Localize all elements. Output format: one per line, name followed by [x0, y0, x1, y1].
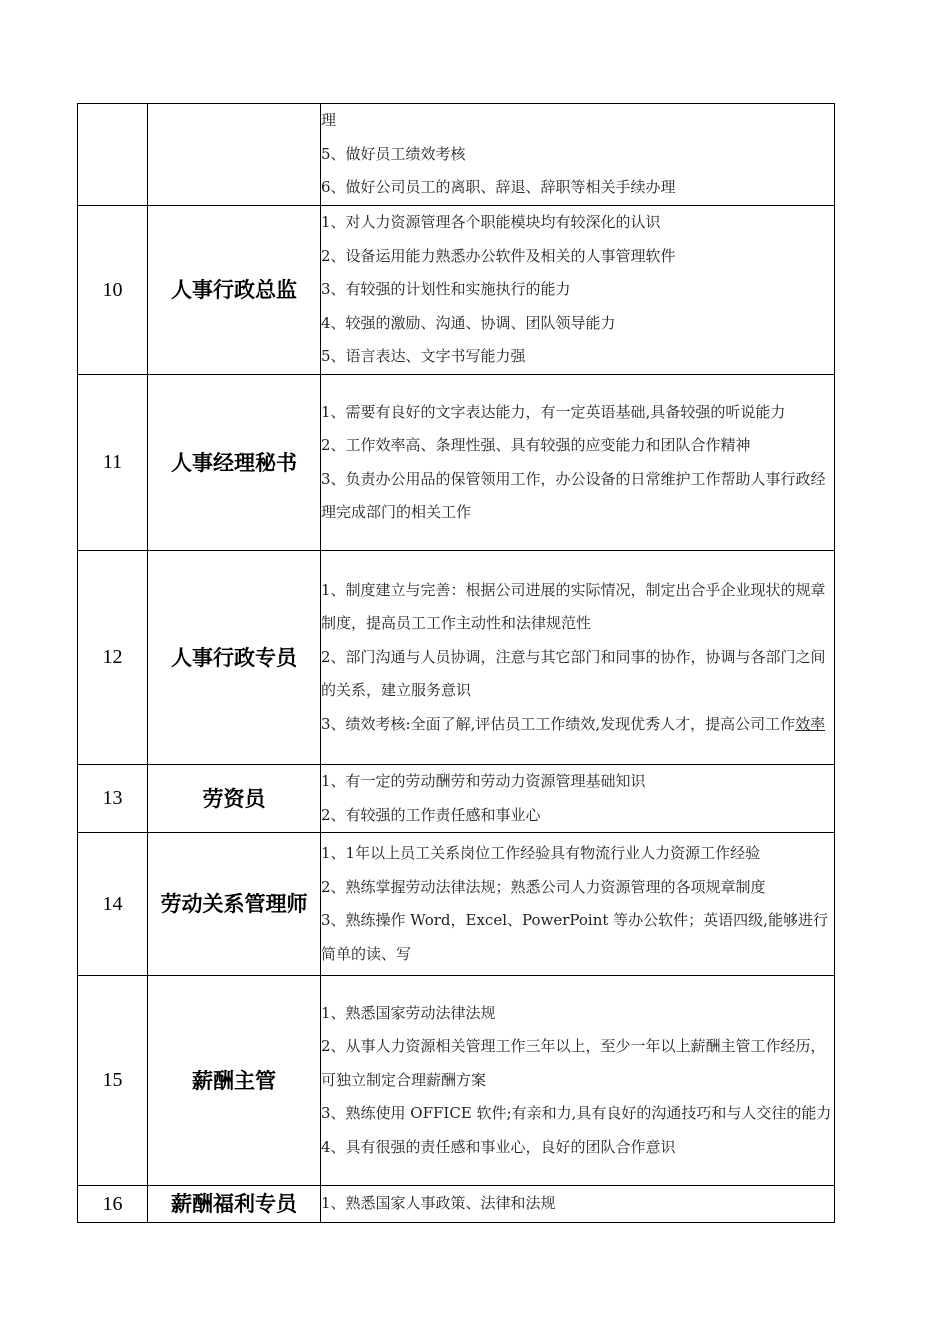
row-number: 12: [78, 551, 148, 765]
requirement-line: 1、需要有良好的文字表达能力，有一定英语基础,具备较强的听说能力: [321, 402, 786, 421]
requirements-cell: [321, 104, 835, 206]
requirement-line: 6、做好公司员工的离职、辞退、辞职等相关手续办理: [321, 178, 676, 197]
requirement-line: 2、从事人力资源相关管理工作三年以上，至少一年以上薪酬主管工作经历，可独立制定合理薪酬方案: [321, 1037, 826, 1089]
requirements-cell: [321, 375, 835, 551]
requirement-line: 4、具有很强的责任感和事业心，良好的团队合作意识: [321, 1137, 676, 1156]
table-row: [78, 206, 835, 375]
position-title: 劳动关系管理师: [148, 833, 321, 976]
row-number: 10: [78, 206, 148, 375]
job-requirements-table: [77, 103, 835, 1223]
row-number: 11: [78, 375, 148, 551]
requirement-text: 3、绩效考核:全面了解,评估员工工作绩效,发现优秀人才，提高公司工作: [321, 714, 796, 733]
table-row: [78, 833, 835, 976]
requirement-line: 3、负责办公用品的保管领用工作，办公设备的日常维护工作帮助人事行政经理完成部门的相关工作: [321, 469, 826, 521]
requirement-line: 1、熟悉国家人事政策、法律和法规: [321, 1194, 556, 1213]
requirement-line: 理: [321, 111, 337, 130]
position-title: 薪酬主管: [148, 976, 321, 1186]
row-number: 14: [78, 833, 148, 976]
table-row: [78, 375, 835, 551]
position-title: 人事行政专员: [148, 551, 321, 765]
row-number: 15: [78, 976, 148, 1186]
row-number: 13: [78, 765, 148, 833]
requirements-cell: [321, 1186, 835, 1223]
table-row: [78, 765, 835, 833]
requirement-line: 2、部门沟通与人员协调，注意与其它部门和同事的协作，协调与各部门之间的关系，建立服务意识: [321, 647, 826, 700]
requirement-line: 3、有较强的计划性和实施执行的能力: [321, 280, 571, 299]
table-row: [78, 551, 835, 765]
row-number: 16: [78, 1186, 148, 1223]
requirements-cell: [321, 976, 835, 1186]
requirement-line: 4、较强的激励、沟通、协调、团队领导能力: [321, 313, 616, 332]
requirement-line: 2、熟练掌握劳动法律法规；熟悉公司人力资源管理的各项规章制度: [321, 877, 766, 896]
table-row: [78, 104, 835, 206]
requirement-line: 1、熟悉国家劳动法律法规: [321, 1003, 496, 1022]
requirement-line: 1、对人力资源管理各个职能模块均有较深化的认识: [321, 213, 661, 232]
table-row: [78, 976, 835, 1186]
position-title: [148, 104, 321, 206]
requirement-line: 2、设备运用能力熟悉办公软件及相关的人事管理软件: [321, 246, 676, 265]
position-title: 薪酬福利专员: [148, 1186, 321, 1223]
requirement-line: 3、熟练操作 Word，Excel、PowerPoint 等办公软件；英语四级,能够进行简单的读、写: [321, 911, 828, 963]
requirements-cell: [321, 833, 835, 976]
position-title: 人事经理秘书: [148, 375, 321, 551]
requirement-line: 1、制度建立与完善：根据公司进展的实际情况，制定出合乎企业现状的规章制度，提高员工工作主动性和法律规范性: [321, 580, 826, 633]
requirements-cell: [321, 765, 835, 833]
requirement-line: 5、语言表达、文字书写能力强: [321, 347, 526, 366]
requirement-line: 1、有一定的劳动酬劳和劳动力资源管理基础知识: [321, 772, 646, 790]
table-row: [78, 1186, 835, 1223]
row-number: [78, 104, 148, 206]
requirement-line: [321, 708, 834, 742]
requirement-line: 3、熟练使用 OFFICE 软件;有亲和力,具有良好的沟通技巧和与人交往的能力: [321, 1104, 832, 1123]
position-title: 劳资员: [148, 765, 321, 833]
requirements-cell: [321, 206, 835, 375]
requirement-line: 2、有较强的工作责任感和事业心: [321, 805, 541, 824]
requirement-line: 5、做好员工绩效考核: [321, 144, 466, 163]
requirement-line: 2、工作效率高、条理性强、具有较强的应变能力和团队合作精神: [321, 436, 751, 454]
requirements-cell: [321, 551, 835, 765]
efficiency-link[interactable]: 效率: [795, 714, 826, 733]
requirement-line: 1、1年以上员工关系岗位工作经验具有物流行业人力资源工作经验: [321, 844, 761, 862]
position-title: 人事行政总监: [148, 206, 321, 375]
